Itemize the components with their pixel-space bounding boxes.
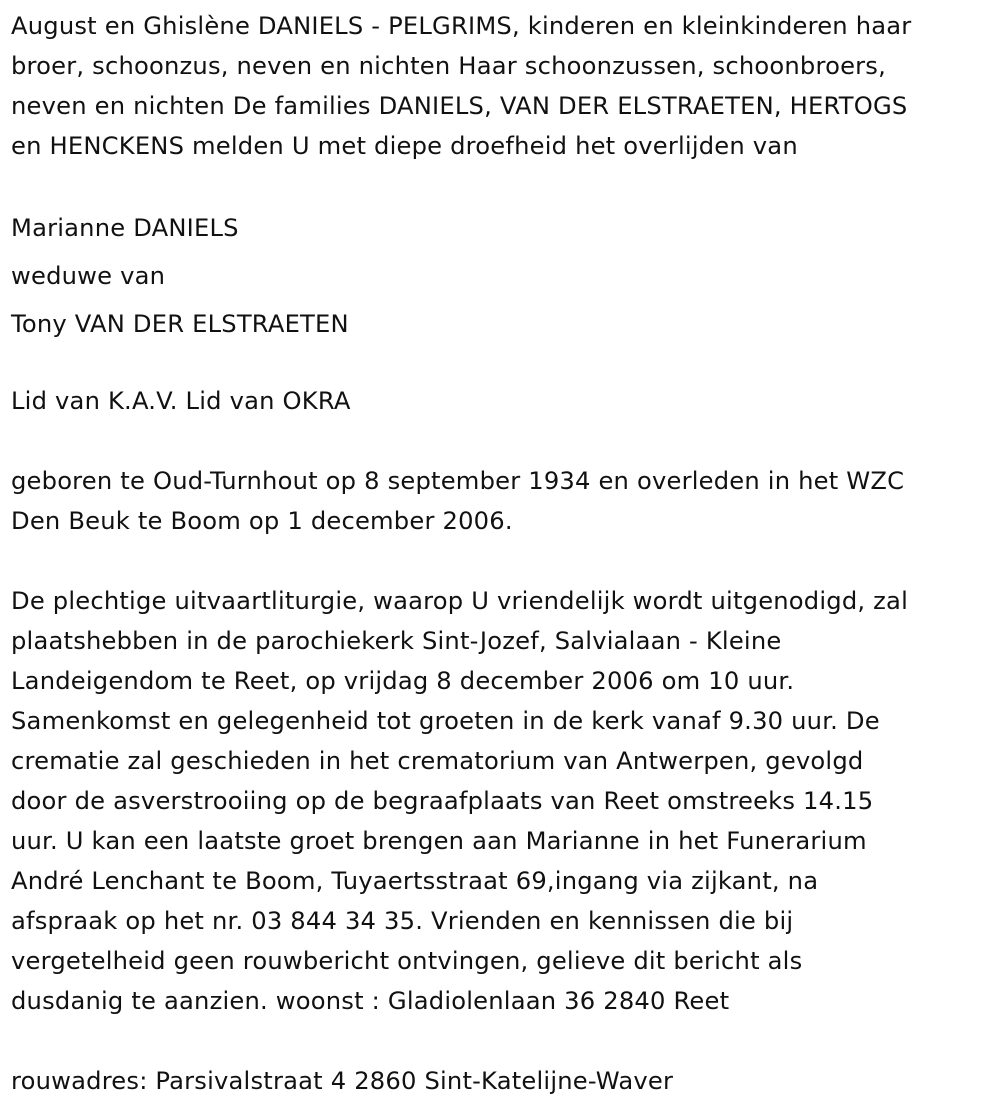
intro-line: broer, schoonzus, neven en nichten Haar schoonzussen, schoonbroers, [11, 52, 886, 80]
funeral-line: uur. U kan een laatste groet brengen aan Marianne in het Funerarium [11, 827, 867, 855]
birth-death-line: Den Beuk te Boom op 1 december 2006. [11, 507, 513, 535]
obituary-document [11, 0, 997, 1101]
funeral-line: Landeigendom te Reet, op vrijdag 8 december 2006 om 10 uur. [11, 667, 795, 695]
intro-line: August en Ghislène DANIELS - PELGRIMS, kinderen en kleinkinderen haar [11, 12, 912, 40]
funeral-line: vergetelheid geen rouwbericht ontvingen, gelieve dit bericht als [11, 947, 803, 975]
deceased-name: Marianne DANIELS [11, 214, 239, 242]
memberships-paragraph [11, 381, 997, 421]
intro-line: en HENCKENS melden U met diepe droefheid het overlijden van [11, 132, 798, 160]
deceased-block [11, 204, 997, 348]
funeral-line: dusdanig te aanzien. woonst : Gladiolenlaan 36 2840 Reet [11, 987, 730, 1015]
funeral-line: crematie zal geschieden in het crematorium van Antwerpen, gevolgd [11, 747, 864, 775]
mourning-address-line: rouwadres: Parsivalstraat 4 2860 Sint-Katelijne-Waver [11, 1067, 674, 1095]
deceased-relation: weduwe van [11, 262, 166, 290]
funeral-line: De plechtige uitvaartliturgie, waarop U vriendelijk wordt uitgenodigd, zal [11, 587, 908, 615]
spouse-name: Tony VAN DER ELSTRAETEN [11, 310, 349, 338]
funeral-line: door de asverstrooiing op de begraafplaats van Reet omstreeks 14.15 [11, 787, 874, 815]
mourning-address-paragraph [11, 1061, 997, 1101]
funeral-paragraph [11, 581, 997, 1021]
intro-line: neven en nichten De families DANIELS, VAN DER ELSTRAETEN, HERTOGS [11, 92, 908, 120]
funeral-line: Samenkomst en gelegenheid tot groeten in de kerk vanaf 9.30 uur. De [11, 707, 880, 735]
memberships-line: Lid van K.A.V. Lid van OKRA [11, 387, 351, 415]
birth-death-line: geboren te Oud-Turnhout op 8 september 1934 en overleden in het WZC [11, 467, 905, 495]
funeral-line: plaatshebben in de parochiekerk Sint-Jozef, Salvialaan - Kleine [11, 627, 782, 655]
funeral-line: André Lenchant te Boom, Tuyaertsstraat 69,ingang via zijkant, na [11, 867, 819, 895]
birth-death-paragraph [11, 461, 997, 541]
intro-paragraph [11, 0, 997, 166]
funeral-line: afspraak op het nr. 03 844 34 35. Vrienden en kennissen die bij [11, 907, 794, 935]
